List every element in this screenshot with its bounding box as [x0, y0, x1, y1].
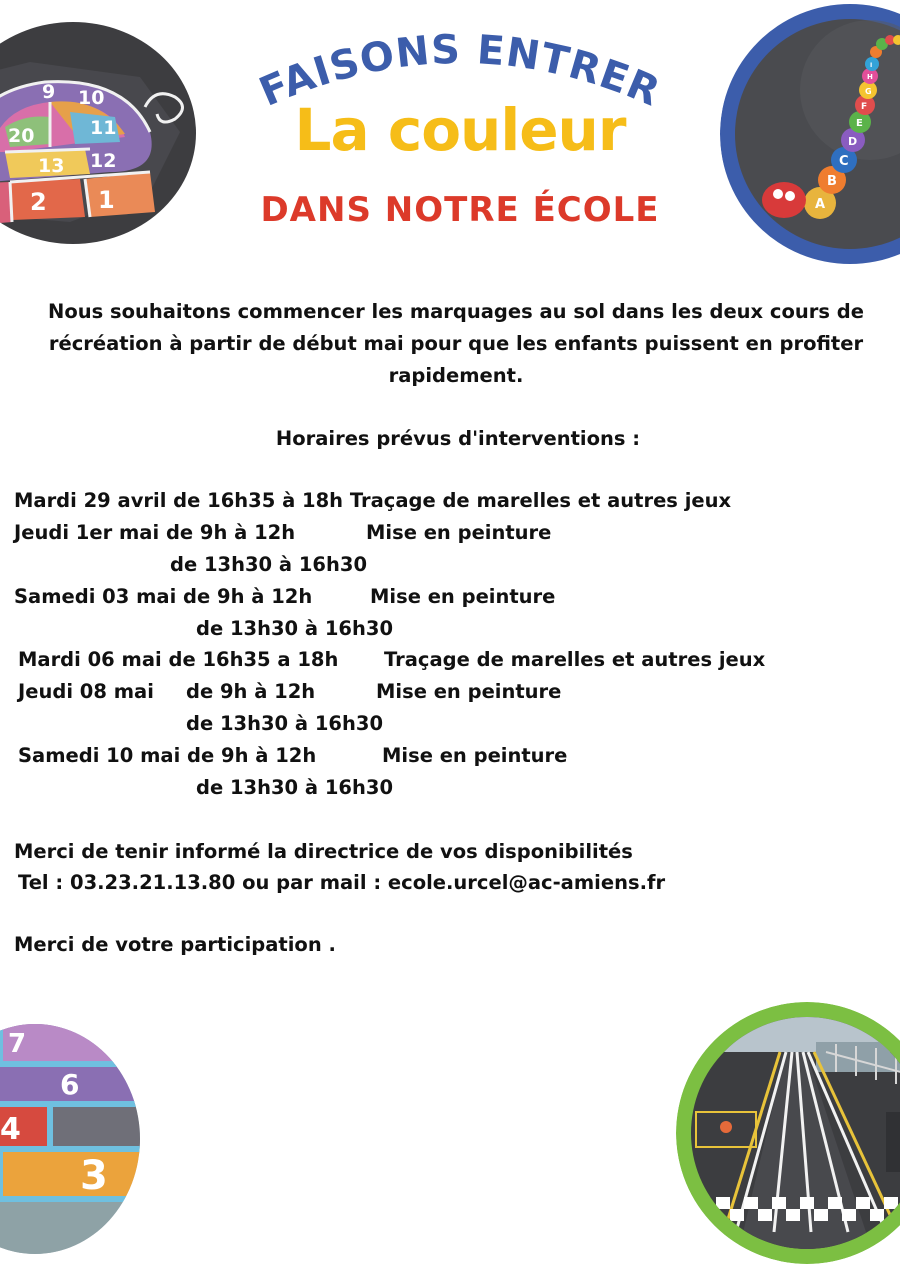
schedule-time-5: de 9h à 12h [186, 680, 316, 703]
title-sub: DANS NOTRE ÉCOLE [260, 190, 660, 230]
snail-label-9: 9 [42, 81, 56, 103]
schedule-afternoon-6: de 13h30 à 16h30 [196, 776, 394, 799]
schedule-afternoon-5: de 13h30 à 16h30 [186, 712, 384, 735]
snail-label-13: 13 [38, 155, 65, 177]
schedule-day-4: Mardi 06 mai de 16h35 a 18h [18, 648, 339, 671]
schedule-heading: Horaires prévus d'interventions : [275, 427, 641, 450]
caterpillar-label-H: H [867, 73, 873, 81]
caterpillar-label-F: F [861, 102, 868, 112]
caterpillar-label-D: D [848, 135, 858, 148]
schedule-activity-5: Mise en peinture [376, 680, 562, 703]
caterpillar-alphabet-photo [720, 0, 900, 268]
schedule-day-2: Jeudi 1er mai de 9h à 12h [14, 521, 296, 544]
caterpillar-label-B: B [827, 174, 837, 189]
caterpillar-label-I: I [870, 62, 873, 69]
schedule-day-6: Samedi 10 mai de 9h à 12h [18, 744, 317, 767]
contact-line: Merci de tenir informé la directrice de vos disponibilités [14, 840, 633, 863]
intro-paragraph: Nous souhaitons commencer les marquages au sol dans les deux cours de récréation à partir de début mai pour que les enfants puissent en profiter rapidement. [48, 300, 864, 387]
caterpillar-label-G: G [865, 87, 872, 96]
schedule-activity-2: Mise en peinture [366, 521, 552, 544]
hopscotch-photo [0, 1024, 140, 1254]
contact-phone-email: Tel : 03.23.21.13.80 ou par mail : ecole.urcel@ac-amiens.fr [18, 871, 666, 894]
snail-label-20: 20 [8, 125, 35, 147]
schedule-activity-3: Mise en peinture [370, 585, 556, 608]
thanks-line: Merci de votre participation . [14, 933, 336, 956]
running-track-photo [676, 1002, 900, 1264]
snail-label-2: 2 [30, 188, 47, 216]
schedule-activity-6: Mise en peinture [382, 744, 568, 767]
caterpillar-label-E: E [856, 118, 863, 129]
snail-label-12: 12 [90, 150, 117, 172]
snail-hopscotch-photo [0, 22, 196, 244]
hopscotch-label-4: 4 [0, 1112, 21, 1147]
snail-label-1: 1 [98, 186, 115, 214]
title-arc-text: FAISONS ENTRER [252, 28, 667, 116]
schedule-activity-4: Traçage de marelles et autres jeux [384, 648, 766, 671]
caterpillar-label-C: C [839, 154, 849, 169]
schedule-afternoon-3: de 13h30 à 16h30 [196, 617, 394, 640]
schedule-line-1: Mardi 29 avril de 16h35 à 18h Traçage de marelles et autres jeux [14, 489, 732, 512]
hopscotch-label-3: 3 [80, 1153, 108, 1199]
schedule-afternoon-2: de 13h30 à 16h30 [170, 553, 368, 576]
schedule-day-3: Samedi 03 mai de 9h à 12h [14, 585, 313, 608]
contact-block [14, 836, 665, 898]
title-main: La couleur [294, 96, 626, 164]
snail-label-11: 11 [90, 117, 117, 139]
hopscotch-label-7: 7 [8, 1029, 27, 1059]
hopscotch-label-6: 6 [60, 1068, 80, 1101]
snail-label-10: 10 [78, 87, 105, 109]
schedule-day-5: Jeudi 08 mai [18, 680, 154, 703]
caterpillar-label-A: A [815, 197, 826, 212]
title-block [220, 28, 700, 228]
